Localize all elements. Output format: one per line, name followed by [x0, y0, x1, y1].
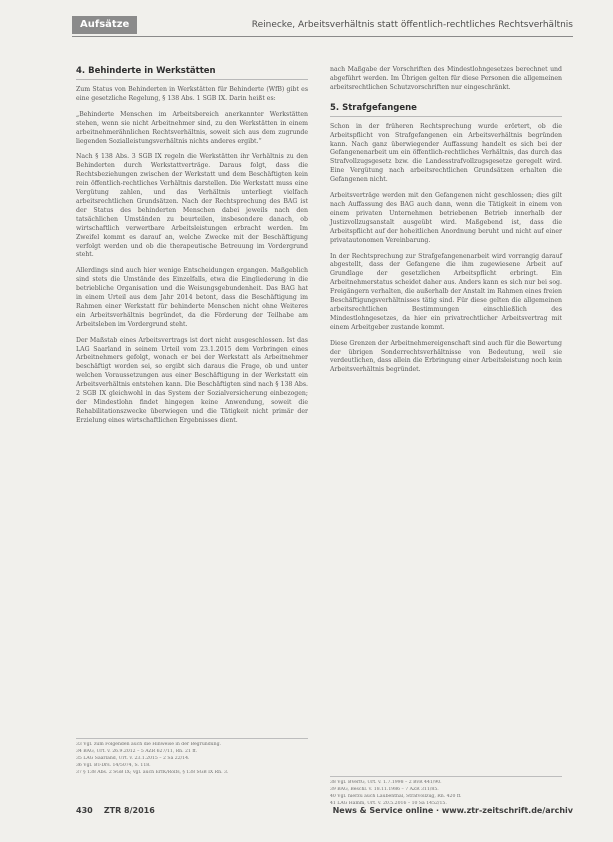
footnotes-left [76, 738, 308, 777]
paragraph: In der Rechtsprechung zur Strafgefangenenarbeit wird vorrangig darauf abgestellt, dass der Gefangene die ihm zugewiesene Arbeit auf Grundlage der gesetzlichen Arbeitspflicht erbringt. Ein Arbeitnehmerstatus scheidet daher aus. Anders kann es sich nur bei sog. Freigängern verhalten, die außerhalb der Anstalt im Rahmen eines freien Beschäftigungsverhältnisses tätig sind. Für diese gelten die allgemeinen arbeitsrechtlichen Bestimmungen einschließlich des Mindestlohngesetzes, da hier ein privatrechtlicher Arbeitsvertrag mit einem Arbeitgeber zustande kommt. [330, 252, 562, 331]
section-heading-4: 4. Behinderte in Werkstätten [76, 66, 308, 80]
running-title: Reinecke, Arbeitsverhältnis statt öffentlich-rechtliches Rechtsverhältnis [251, 20, 573, 30]
footnote: 40 Vgl. hierzu auch Laubenthal, Strafvollzug, Rn. 420 ff. [330, 794, 462, 799]
left-column [76, 66, 308, 433]
paragraph: Schon in der früheren Rechtsprechung wurde erörtert, ob die Arbeitspflicht von Strafgefangenen ein Arbeitsverhältnis begründen kann. Nach ganz überwiegender Auffassung handelt es sich bei der Gefangenenarbeit um ein öffentlich-rechtliches Verhältnis, das durch das Strafvollzugsgesetz bzw. die Landesstrafvollzugsgesetze geregelt wird. Eine Vergütung nach arbeitsrechtlichen Grundsätzen erhalten die Gefangenen nicht. [330, 122, 562, 184]
page-number: 430 [76, 806, 93, 815]
paragraph: Zum Status von Behinderten in Werkstätten für Behinderte (WfB) gibt es eine gesetzliche Regelung, § 138 Abs. 1 SGB IX. Darin heißt es: [76, 86, 308, 102]
section-tag: Aufsätze [72, 16, 137, 34]
paragraph: Der Maßstab eines Arbeitsvertrags ist dort nicht ausgeschlossen. Ist das LAG Saarland in seinem Urteil vom 23.1.2015 dem Vorbringen eines Arbeitnehmers gefolgt, wonach er bei der Werkstatt als Arbeitnehmer beschäftigt worden sei, so ergibt sich daraus die Frage, ob und unter welchen Voraussetzungen aus einer Beschäftigung in der Werkstatt ein Arbeitsverhältnis entstehen kann. Die Beschäftigten sind nach § 138 Abs. 2 SGB IX gleichwohl in das System der Sozialversicherung einbezogen; der Mindestlohn findet hingegen keine Anwendung, soweit die Rehabilitationszwecke überwiegen und die Tätigkeit nicht primär der Erzielung eines wirtschaftlichen Ergebnisses dient. [76, 336, 308, 424]
paragraph: Arbeitsverträge werden mit den Gefangenen nicht geschlossen; dies gilt nach Auffassung des BAG auch dann, wenn die Tätigkeit in einem von einem privaten Unternehmen betriebenen Betrieb innerhalb der Justizvollzugsanstalt ausgeübt wird. Maßgebend ist, dass die Arbeitspflicht auf der hoheitlichen Anordnung beruht und nicht auf einer privatautonomen Vereinbarung. [330, 192, 562, 244]
page-header [72, 16, 573, 37]
footnote: 38 Vgl. BVerfG, Urt. v. 1.7.1998 – 2 BvR 441/90. [330, 780, 442, 785]
paragraph: Diese Grenzen der Arbeitnehmereigenschaft sind auch für die Bewertung der übrigen Sonderrechtsverhältnisse von Bedeutung, weil sie verdeutlichen, dass allein die Erbringung einer Arbeitsleistung noch kein Arbeitsverhältnis begründet. [330, 339, 562, 374]
footnote: 35 LAG Saarland, Urt. v. 23.1.2015 – 2 Sa 22/14. [76, 756, 190, 761]
page-footer [76, 806, 573, 822]
paragraph: Allerdings sind auch hier wenige Entscheidungen ergangen. Maßgeblich sind stets die Umstände des Einzelfalls, etwa die Eingliederung in die betriebliche Organisation und die Weisungsgebundenheit. Das BAG hat in einem Urteil aus dem Jahr 2014 betont, dass die Beschäftigung im Rahmen einer Werkstatt für behinderte Menschen nicht ohne Weiteres ein Arbeitsverhältnis begründet, da die Förderung der Teilhabe am Arbeitsleben im Vordergrund steht. [76, 267, 308, 328]
footnote: 37 § 138 Abs. 2 SGB IX; vgl. auch ErfK/Rolfs, § 138 SGB IX Rn. 3. [76, 770, 229, 775]
footnote: 39 BAG, Beschl. v. 18.11.1986 – 7 AZR 311/85. [330, 787, 439, 792]
paragraph: nach Maßgabe der Vorschriften des Mindestlohngesetzes berechnet und abgeführt werden. Im Übrigen gelten für diese Personen die allgemeinen arbeitsrechtlichen Schutzvorschriften nur eingeschränkt. [330, 66, 562, 91]
footnote: 36 Vgl. BT-Drs. 14/5074, S. 118. [76, 763, 151, 768]
quote-paragraph: „Behinderte Menschen im Arbeitsbereich anerkannter Werkstätten stehen, wenn sie nicht Arbeitnehmer sind, zu den Werkstätten in einem arbeitnehmerähnlichen Rechtsverhältnis, soweit sich aus dem zugrunde liegenden Sozialleistungsverhältnis nichts anderes ergibt.“ [76, 110, 308, 145]
footnotes-right [330, 776, 562, 808]
right-column [330, 66, 562, 382]
footnote: 33 Vgl. zum Folgenden auch die Hinweise in der Begründung. [76, 742, 221, 747]
footnote: 34 BAG, Urt. v. 26.9.2012 – 5 AZR 627/11, Rn. 21 ff. [76, 749, 197, 754]
footnote: 41 LAG Hamm, Urt. v. 20.5.2016 – 10 Sa 1452/15. [330, 801, 447, 806]
footer-online-link[interactable]: News & Service online · www.ztr-zeitschrift.de/archiv [332, 806, 573, 815]
paragraph: Nach § 138 Abs. 3 SGB IX regeln die Werkstätten ihr Verhältnis zu den Behinderten durch Werkstattverträge. Daraus folgt, dass die Rechtsbeziehungen zwischen der Werkstatt und dem Beschäftigten kein rein öffentlich-rechtliches Verhältnis darstellen. Die Werkstatt muss eine Vergütung zahlen, und das Verhältnis unterliegt vielfach arbeitsrechtlichen Grundsätzen. Nach der Rechtsprechung des BAG ist der Status des behinderten Menschen dabei jeweils nach den tatsächlichen Umständen zu beurteilen, insbesondere danach, ob wirtschaftlich verwertbare Arbeitsleistungen erbracht werden. Im Zweifel kommt es darauf an, welche Zwecke mit der Beschäftigung verfolgt werden und ob die therapeutische Betreuung im Vordergrund steht. [76, 153, 308, 259]
footer-page-info [76, 806, 155, 815]
journal-issue: ZTR 8/2016 [103, 806, 155, 815]
section-heading-5: 5. Strafgefangene [330, 103, 562, 117]
